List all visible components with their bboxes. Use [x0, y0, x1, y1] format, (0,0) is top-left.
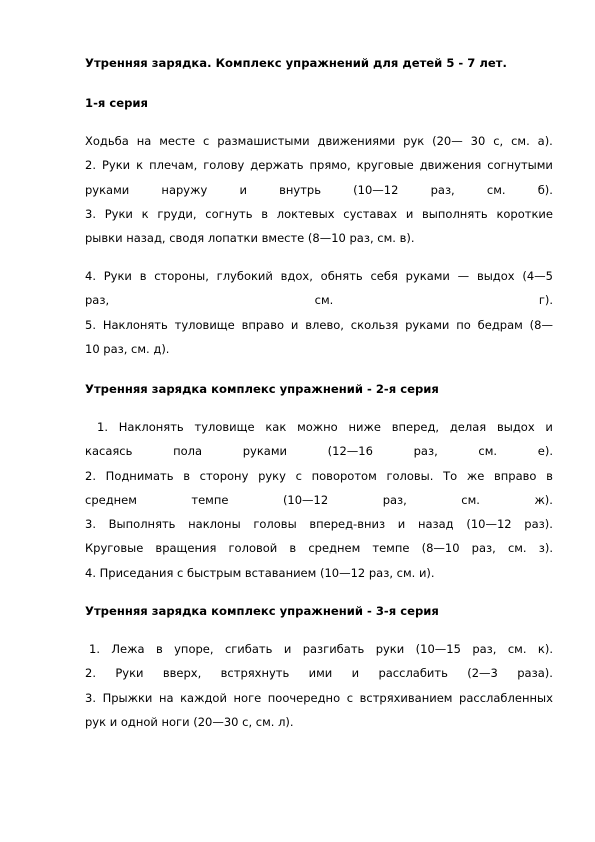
word: разгибать — [302, 642, 365, 656]
word: Выполнять — [108, 517, 176, 532]
word: с, — [493, 134, 504, 148]
word: (10—12 — [282, 492, 329, 507]
word: груди, — [157, 206, 197, 221]
word: (8— — [529, 317, 553, 332]
word: среднем — [308, 541, 361, 556]
word: (2—3 — [467, 666, 498, 681]
word: с — [202, 134, 210, 148]
word: стороны, — [154, 269, 209, 283]
word: Прыжки — [102, 690, 153, 705]
series-1-paragraph-2 — [85, 264, 553, 361]
series-1-heading: 1-я серия — [85, 96, 148, 110]
word: вправо — [493, 468, 537, 483]
text-line — [85, 202, 553, 226]
word: см. — [511, 134, 530, 148]
word: с — [346, 690, 354, 705]
word: см. — [507, 642, 527, 656]
word: обнять — [320, 269, 363, 283]
text-line: рывки назад, сводя лопатки вместе (8—10 раз, см. в). — [85, 231, 415, 246]
word: темпе — [191, 492, 229, 507]
word: суставах — [343, 206, 398, 221]
text-line — [85, 178, 553, 202]
word: бедрам — [477, 317, 523, 332]
word: раз, — [382, 492, 407, 507]
word: Руки — [101, 158, 131, 173]
text-line — [85, 488, 553, 512]
word: Наклонять — [118, 420, 184, 434]
series-3-heading: Утренняя зарядка комплекс упражнений - 3-я серия — [85, 604, 439, 618]
word: упоре, — [174, 642, 214, 656]
word: г). — [538, 293, 553, 308]
word: (20— — [432, 134, 463, 148]
word: выполнять — [422, 206, 488, 221]
word: 3. — [85, 690, 96, 705]
word: встряхнуть — [220, 666, 290, 681]
word: согнутыми — [487, 158, 553, 173]
word: и — [283, 642, 292, 656]
text-line — [85, 512, 553, 536]
word: можно — [297, 420, 338, 434]
word: пола — [173, 444, 203, 459]
word: назад — [417, 517, 454, 532]
text-line: 10 раз, см. д). — [85, 341, 170, 356]
word: раз). — [524, 517, 553, 532]
word: прямо, — [309, 158, 351, 173]
text-line — [85, 637, 553, 661]
word: делая — [449, 420, 487, 434]
word: б). — [537, 182, 553, 197]
word: к — [141, 206, 149, 221]
text-line: 4. Приседания с быстрым вставанием (10—12 раз, см. и). — [85, 565, 435, 580]
word: Руки — [115, 666, 144, 681]
word: вперед, — [391, 420, 440, 434]
word: туловище — [174, 317, 235, 332]
text-line — [85, 264, 553, 288]
word: руками — [405, 317, 450, 332]
text-line — [85, 536, 553, 560]
word: з). — [538, 541, 553, 556]
word: Лежа — [111, 642, 145, 656]
word: сгибать — [224, 642, 273, 656]
word: сторону — [199, 468, 249, 483]
word: движениями — [317, 134, 396, 148]
word: 30 — [470, 134, 486, 148]
word: каждой — [180, 690, 227, 705]
word: с — [295, 468, 302, 483]
word: выдох — [476, 269, 515, 283]
word: Поднимать — [105, 468, 174, 483]
word: в — [546, 468, 553, 483]
word: темпе — [372, 541, 410, 556]
word: как — [265, 420, 287, 434]
word: ими — [308, 666, 333, 681]
word: и — [290, 317, 299, 332]
word: То — [443, 468, 458, 483]
series-2-heading: Утренняя зарядка комплекс упражнений - 2-я серия — [85, 382, 439, 396]
word: а). — [537, 134, 553, 148]
text-line — [85, 439, 553, 463]
word: раза). — [517, 666, 553, 681]
word: головы — [253, 517, 297, 532]
word: и — [545, 420, 553, 434]
word: держать — [250, 158, 304, 173]
word: ж). — [534, 492, 553, 507]
word: влево, — [305, 317, 344, 332]
word: плечам, — [149, 158, 198, 173]
word: наружу — [161, 182, 208, 197]
word: ноге — [233, 690, 262, 705]
word: к — [136, 158, 144, 173]
document-title: Утренняя зарядка. Комплекс упражнений для детей 5 - 7 лет. — [85, 56, 507, 70]
word: см. — [314, 293, 334, 308]
word: раз, — [472, 642, 497, 656]
word: — — [457, 269, 470, 283]
word: руки — [375, 642, 405, 656]
word: раз, — [430, 182, 455, 197]
word: 2. — [85, 468, 96, 483]
word: вдох, — [280, 269, 313, 283]
word: глубокий — [216, 269, 273, 283]
word: встряхиванием — [359, 690, 453, 705]
word: руку — [258, 468, 286, 483]
word: раз, — [85, 293, 110, 308]
text-line — [85, 313, 553, 337]
text-line — [85, 464, 553, 488]
word: раз, — [471, 541, 496, 556]
word: Ходьба — [85, 134, 129, 148]
word: вращения — [155, 541, 217, 556]
text-line — [85, 288, 553, 312]
word: в — [139, 269, 147, 283]
word: руками — [242, 444, 287, 459]
word: вправо — [241, 317, 285, 332]
word: движения — [419, 158, 482, 173]
text-line — [85, 129, 553, 153]
word: среднем — [85, 492, 137, 507]
series-1-paragraph-1 — [85, 129, 553, 250]
word: Руки — [103, 269, 132, 283]
series-3-paragraph — [85, 637, 553, 734]
series-2-paragraph — [85, 415, 553, 585]
word: к). — [537, 642, 553, 656]
word: согнуть — [205, 206, 253, 221]
word: 2. — [85, 666, 96, 681]
word: поочередно — [267, 690, 341, 705]
word: головы. — [386, 468, 434, 483]
text-line — [85, 153, 553, 177]
word: в — [261, 206, 268, 221]
word: выдох — [496, 420, 535, 434]
word: скользя — [350, 317, 399, 332]
word: 3. — [85, 517, 96, 532]
word: расслабить — [378, 666, 448, 681]
word: Круговые — [85, 541, 144, 556]
word: е). — [537, 444, 553, 459]
word: касаясь — [85, 444, 133, 459]
word: внутрь — [279, 182, 321, 197]
word: раз, — [413, 444, 438, 459]
word: см. — [507, 541, 527, 556]
text-line: рук и одной ноги (20—30 с, см. л). — [85, 714, 294, 729]
word: 1. — [97, 420, 108, 434]
word: (10—12 — [466, 517, 512, 532]
word: короткие — [496, 206, 553, 221]
word: головой — [228, 541, 278, 556]
word: 1. — [89, 642, 100, 656]
word: туловище — [194, 420, 255, 434]
word: и — [239, 182, 247, 197]
word: себя — [370, 269, 398, 283]
word: вперед-вниз — [309, 517, 386, 532]
word: (4—5 — [522, 269, 553, 283]
word: наклоны — [188, 517, 241, 532]
word: рук — [403, 134, 425, 148]
word: в — [289, 541, 297, 556]
word: в — [183, 468, 190, 483]
word: ниже — [348, 420, 381, 434]
word: и — [351, 666, 360, 681]
word: месте — [159, 134, 196, 148]
word: (10—15 — [415, 642, 461, 656]
word: (10—12 — [353, 182, 399, 197]
text-line — [85, 661, 553, 685]
word: Наклонять — [102, 317, 168, 332]
word: по — [456, 317, 471, 332]
word: Руки — [104, 206, 133, 221]
word: 3. — [85, 206, 96, 221]
word: же — [466, 468, 485, 483]
word: голову — [203, 158, 245, 173]
word: поворотом — [311, 468, 377, 483]
word: расслабленных — [459, 690, 553, 705]
word: см. — [478, 444, 498, 459]
word: (12—16 — [327, 444, 373, 459]
word: см. — [461, 492, 480, 507]
word: круговые — [356, 158, 414, 173]
word: и — [397, 517, 406, 532]
word: на — [136, 134, 152, 148]
word: см. — [486, 182, 506, 197]
text-line — [85, 686, 553, 710]
word: и — [405, 206, 414, 221]
word: локтевых — [276, 206, 335, 221]
word: 4. — [85, 269, 96, 283]
word: в — [155, 642, 163, 656]
word: руками — [85, 182, 130, 197]
word: (8—10 — [421, 541, 460, 556]
word: на — [158, 690, 174, 705]
word: руками — [405, 269, 450, 283]
word: размашистыми — [217, 134, 310, 148]
word: 5. — [85, 317, 96, 332]
text-line — [85, 415, 553, 439]
word: вверх, — [162, 666, 202, 681]
word: 2. — [85, 158, 96, 173]
